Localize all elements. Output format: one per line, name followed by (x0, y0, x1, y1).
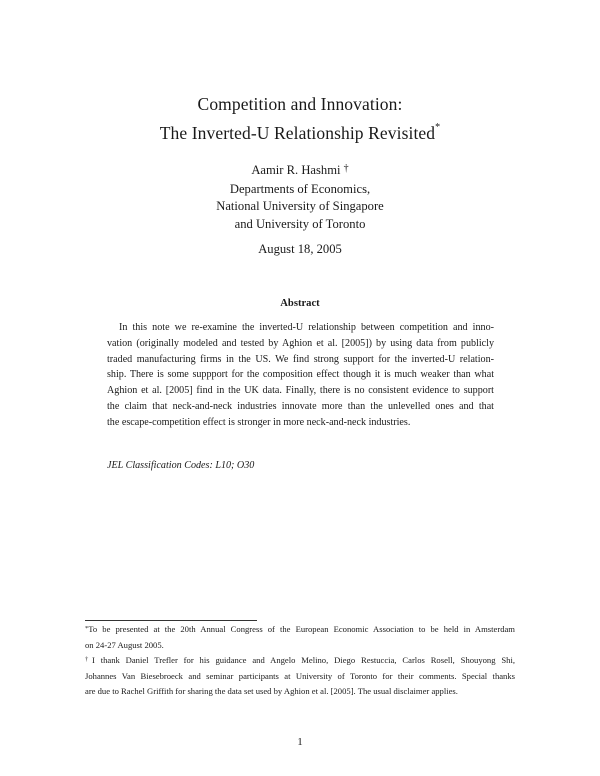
title-footnote-mark: * (435, 122, 441, 133)
affiliation-line-2: National University of Singapore (216, 199, 384, 213)
footnote-2-line-2: Johannes Van Biesebroeck and seminar participants at University of Toronto for their comments. Special thanks (85, 670, 515, 681)
paper-title-line-1: Competition and Innovation: (197, 94, 403, 114)
footnote-1-line-2: on 24-27 August 2005. (85, 639, 164, 650)
footnotes (85, 622, 515, 700)
abstract-line: vation (originally modeled and tested by Aghion et al. [2005]) by using data from publicly (107, 337, 494, 349)
abstract-line: Aghion et al. [2005] find in the UK data. Finally, there is no consistent evidence to support (107, 385, 494, 397)
affiliation-line-1: Departments of Economics, (229, 182, 371, 196)
paper-title-line-2 (0, 123, 600, 144)
footnote-2-mark: † (85, 656, 92, 664)
footnote-1-mark: * (85, 625, 89, 632)
abstract-body (107, 320, 494, 431)
paper-date: August 18, 2005 (258, 242, 342, 256)
abstract-line: traded manufacturing firms in the US. We find strong support for the inverted-U relation- (107, 353, 494, 365)
jel-classification: JEL Classification Codes: L10; O30 (107, 460, 255, 471)
footnote-2-line-3: are due to Rachel Griffith for sharing the data set used by Aghion et al. [2005]. The usual disclaimer applies. (85, 686, 458, 697)
footnote-1-line-1 (85, 622, 515, 638)
abstract-line: ship. There is some suppport for the composition effect though it is much weaker than what (107, 369, 494, 381)
abstract-heading: Abstract (280, 298, 320, 309)
affiliation-line-3: and University of Toronto (234, 217, 366, 231)
abstract-line: the claim that neck-and-neck industries innovate more than the unlevelled ones and that (107, 400, 494, 412)
title-text: The Inverted-U Relationship Revisited (159, 123, 436, 143)
footnote-2-text: I thank Daniel Trefler for his guidance and Angelo Melino, Diego Restuccia, Carlos Rosell, Shouyong Shi, (91, 655, 516, 666)
abstract-line: the escape-competition effect is stronger in more neck-and-neck industries. (107, 416, 411, 428)
author-name (0, 163, 600, 178)
abstract-line: In this note we re-examine the inverted-U relationship between competition and inno- (119, 322, 494, 333)
page-number: 1 (297, 736, 303, 748)
author-footnote-mark: † (343, 163, 349, 174)
footnote-2-line-1 (85, 653, 515, 669)
author-name-text: Aamir R. Hashmi (251, 163, 341, 177)
footnote-rule (85, 620, 257, 621)
footnote-1-text: To be presented at the 20th Annual Congress of the European Economic Association to be held in Amsterdam (88, 624, 515, 634)
